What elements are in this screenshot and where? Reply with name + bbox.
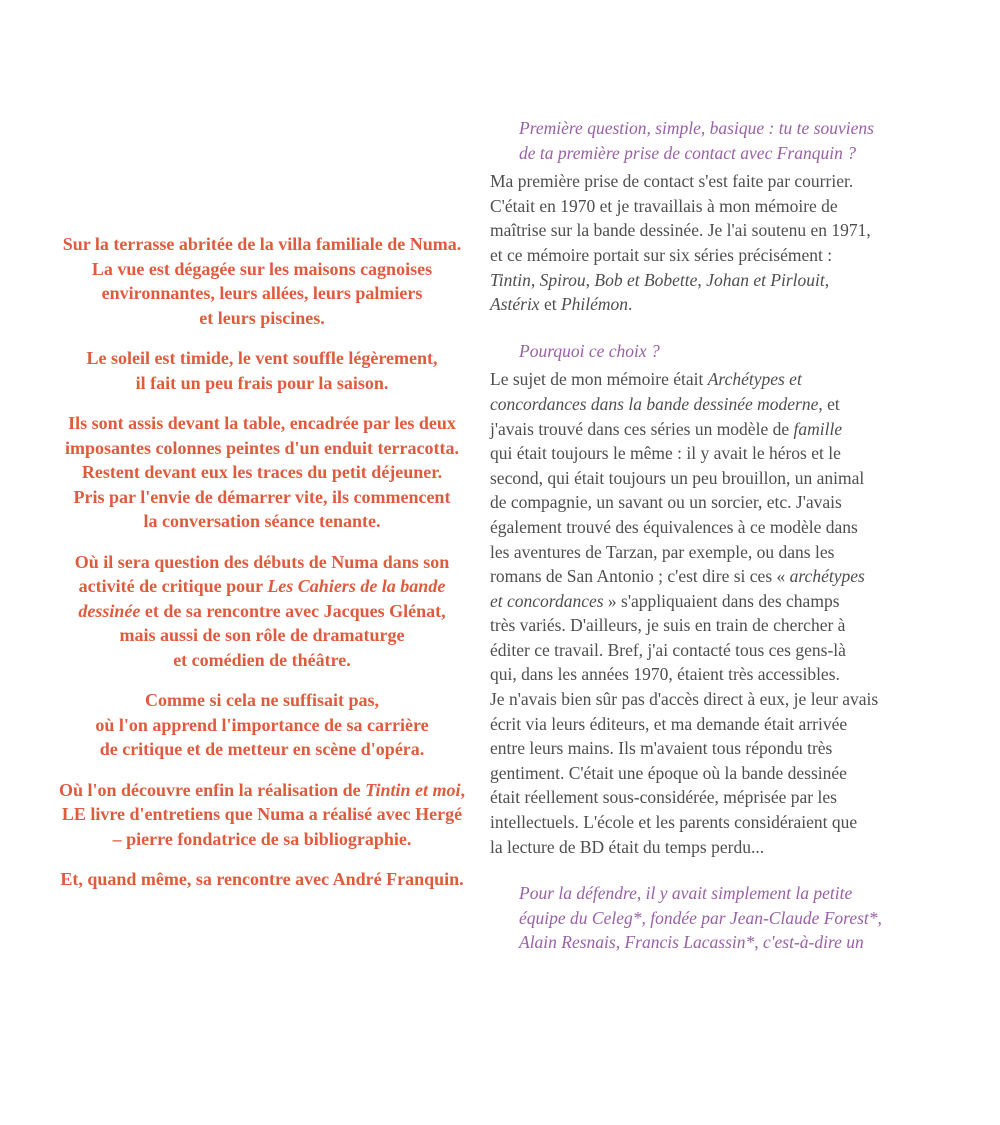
narration-paragraph-5: Comme si cela ne suffisait pas, où l'on apprend l'importance de sa carrière de critique et de metteur en scène d'opéra. [95,690,429,759]
narration-column [58,232,466,908]
interview-answer-2: Le sujet de mon mémoire était Archétypes et concordances dans la bande dessinée moderne, et j'avais trouvé dans ces séries un modèle de famille qui était toujours le même : il y avait le héros et le second, qui était toujours un peu brouillon, un animal de compagnie, un savant ou un sorcier, etc. J'avais également trouvé des équivalences à ce modèle dans les aventures de Tarzan, par exemple, ou dans les romans de San Antonio ; c'est dire si ces « archétypes et concordances » s'appliquaient dans des champs très variés. D'ailleurs, je suis en train de chercher à éditer ce travail. Bref, j'ai contacté tous ces gens-là qui, dans les années 1970, étaient très accessibles. Je n'avais bien sûr pas d'accès direct à eux, je leur avais écrit via leurs éditeurs, et ma demande était arrivée entre leurs mains. Ils m'avaient tous répondu très gentiment. C'était une époque où la bande dessinée était réellement sous-considérée, méprisée par les intellectuels. L'école et les parents considéraient que la lecture de BD était du temps perdu... [490,369,879,857]
narration-paragraph-6: Où l'on découvre enfin la réalisation de Tintin et moi, LE livre d'entretiens que Numa a réalisé avec Hergé – pierre fondatrice de sa bibliographie. [58,779,466,849]
narration-paragraph-1: Sur la terrasse abritée de la villa familiale de Numa. La vue est dégagée sur les maisons cagnoises environnantes, leurs allées, leurs palmiers et leurs piscines. [62,234,462,328]
narration-paragraph-2: Le soleil est timide, le vent souffle légèrement, il fait un peu frais pour la saison. [86,348,438,393]
interview-answer-1: Ma première prise de contact s'est faite par courrier. C'était en 1970 et je travaillais à mon mémoire de maîtrise sur la bande dessinée. Je l'ai soutenu en 1971, et ce mémoire portait sur six séries précisément : Tintin, Spirou, Bob et Bobette, Johan et Pirlouit, Astérix et Philémon. [490,171,871,315]
interview-question-2: Pourquoi ce choix ? [519,340,660,361]
narration-paragraph-4: Où il sera question des débuts de Numa dans son activité de critique pour Les Cahiers de la bande dessinée et de sa rencontre avec Jacques Glénat, mais aussi de son rôle de dramaturge et comédien de théâtre. [74,551,450,670]
interview-question-1: Première question, simple, basique : tu te souviens de ta première prise de contact avec Franquin ? [519,118,874,163]
narration-paragraph-7: Et, quand même, sa rencontre avec André Franquin. [60,869,464,889]
narration-paragraph-3: Ils sont assis devant la table, encadrée par les deux imposantes colonnes peintes d'un enduit terracotta. Restent devant eux les traces du petit déjeuner. Pris par l'envie de démarrer vite, ils commencent la conversation séance tenante. [64,413,459,531]
interview-question-3: Pour la défendre, il y avait simplement la petite équipe du Celeg*, fondée par Jean-Claude Forest*, Alain Resnais, Francis Lacassin*, c'est-à-dire un [519,883,882,953]
interview-column [490,116,920,959]
